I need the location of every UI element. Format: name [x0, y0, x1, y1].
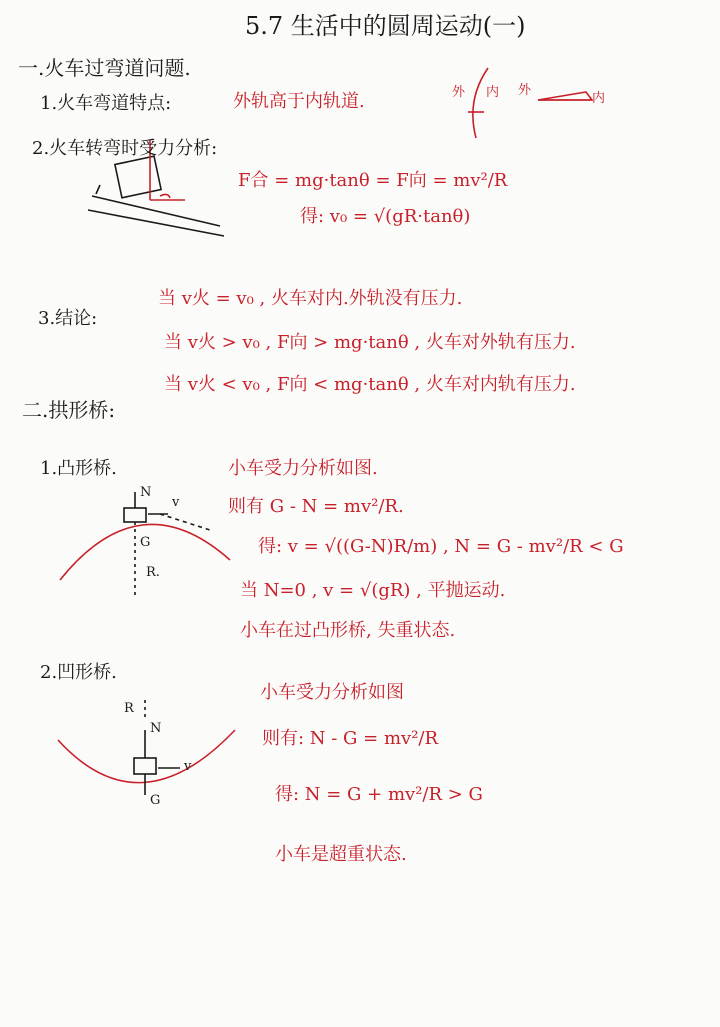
concave-fig-R: R: [124, 701, 134, 716]
section2-heading: 二.拱形桥:: [22, 398, 116, 422]
convex-line-2: 则有 G - N = mv²/R.: [228, 496, 404, 517]
convex-line-4: 当 N=0 , v = √(gR) , 平抛运动.: [240, 580, 506, 601]
concave-line-4: 小车是超重状态.: [275, 844, 407, 865]
conclusion-1: 当 v火 = v₀ , 火车对内.外轨没有压力.: [158, 288, 463, 309]
conclusion-3: 当 v火 < v₀ , F向 < mg·tanθ , 火车对内轨有压力.: [164, 374, 576, 395]
conclusion-2: 当 v火 > v₀ , F向 > mg·tanθ , 火车对外轨有压力.: [164, 332, 576, 353]
s1-item1-text: 外轨高于内轨道.: [233, 91, 365, 112]
s1-eq2: 得: v₀ = √(gR·tanθ): [300, 206, 471, 227]
diagram-label-wai2: 外: [518, 83, 532, 98]
concave-line-2: 则有: N - G = mv²/R: [262, 728, 439, 749]
section1-heading: 一.火车过弯道问题.: [18, 56, 191, 80]
s1-eq1: F合 = mg·tanθ = F向 = mv²/R: [238, 170, 508, 191]
convex-line-3: 得: v = √((G-N)R/m) , N = G - mv²/R < G: [258, 536, 624, 557]
rail-curve-diagram: [468, 68, 592, 138]
convex-line-5: 小车在过凸形桥, 失重状态.: [240, 620, 456, 641]
convex-line-1: 小车受力分析如图.: [228, 458, 378, 479]
concave-fig-G: G: [150, 793, 161, 808]
s1-item2-label: 2.火车转弯时受力分析:: [32, 138, 218, 159]
concave-line-3: 得: N = G + mv²/R > G: [275, 784, 483, 805]
concave-fig-N: N: [150, 721, 162, 736]
convex-fig-R: R.: [146, 565, 160, 580]
convex-fig-v: v: [172, 495, 180, 510]
s1-item3-label: 3.结论:: [38, 308, 98, 329]
diagram-label-nei: 内: [486, 85, 500, 100]
concave-bridge-diagram: [58, 700, 235, 795]
concave-label: 2.凹形桥.: [40, 662, 117, 683]
diagram-label-nei2: 内: [592, 91, 606, 106]
concave-line-1: 小车受力分析如图: [260, 682, 404, 703]
diagram-label-wai: 外: [452, 85, 466, 100]
s1-item1-label: 1.火车弯道特点:: [40, 93, 172, 114]
page-title: 5.7 生活中的圆周运动(一): [245, 12, 526, 40]
convex-fig-G: G: [140, 535, 151, 550]
convex-fig-N: N: [140, 485, 152, 500]
convex-label: 1.凸形桥.: [40, 458, 117, 479]
concave-fig-v: v: [184, 759, 192, 774]
